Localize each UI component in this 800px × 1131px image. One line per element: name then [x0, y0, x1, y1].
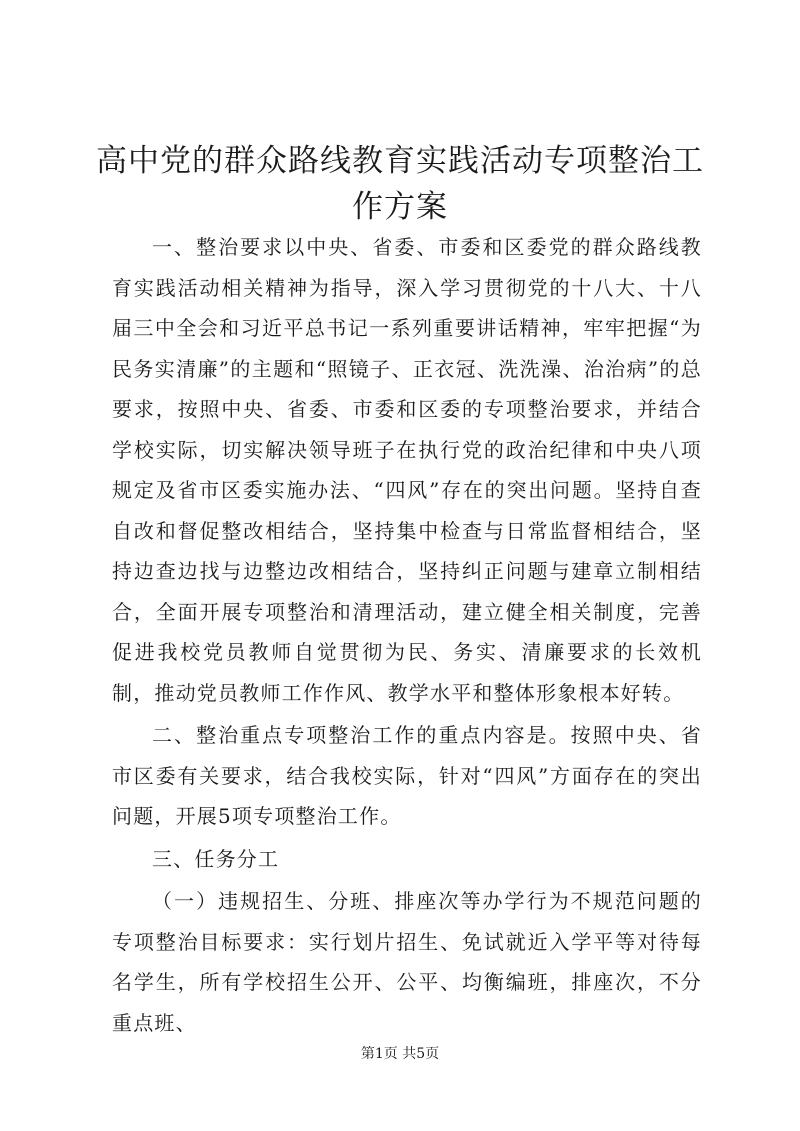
paragraph-task-one: （一）违规招生、分班、排座次等办学行为不规范问题的专项整治目标要求：实行划片招生、免试就近入学平等对待每名学生，所有学校招生公开、公平、均衡编班，排座次，不分重点班、 [112, 889, 702, 1035]
paragraph-task-heading: 三、任务分工 [152, 846, 280, 871]
paragraph-requirements: 一、整治要求以中央、省委、市委和区委党的群众路线教育实践活动相关精神为指导，深入学习贯彻党的十八大、十八届三中全会和习近平总书记一系列重要讲话精神，牢牢把握“为民务实清廉”的主题和“照镜子、正衣冠、洗洗澡、治治病”的总要求，按照中央、省委、市委和区委的专项整治要求，并结合学校实际，切实解决领导班子在执行党的政治纪律和中央八项规定及省市区委实施办法、“四风”存在的突出问题。坚持自查自改和督促整改相结合，坚持集中检查与日常监督相结合，坚持边查边找与边整边改相结合，坚持纠正问题与建章立制相结合，全面开展专项整治和清理活动，建立健全相关制度，完善促进我校党员教师自觉贯彻为民、务实、清廉要求的长效机制，推动党员教师工作作风、教学水平和整体形象根本好转。 [112, 235, 702, 705]
page-footer: 第1页 共5页 [360, 1046, 440, 1062]
document-title: 高中党的群众路线教育实践活动专项整治工作方案 [96, 143, 704, 225]
paragraph-key-points: 二、整治重点专项整治工作的重点内容是。按照中央、省市区委有关要求，结合我校实际，针对“四风”方面存在的突出问题，开展5项专项整治工作。 [112, 723, 702, 828]
document-body [112, 227, 702, 1045]
